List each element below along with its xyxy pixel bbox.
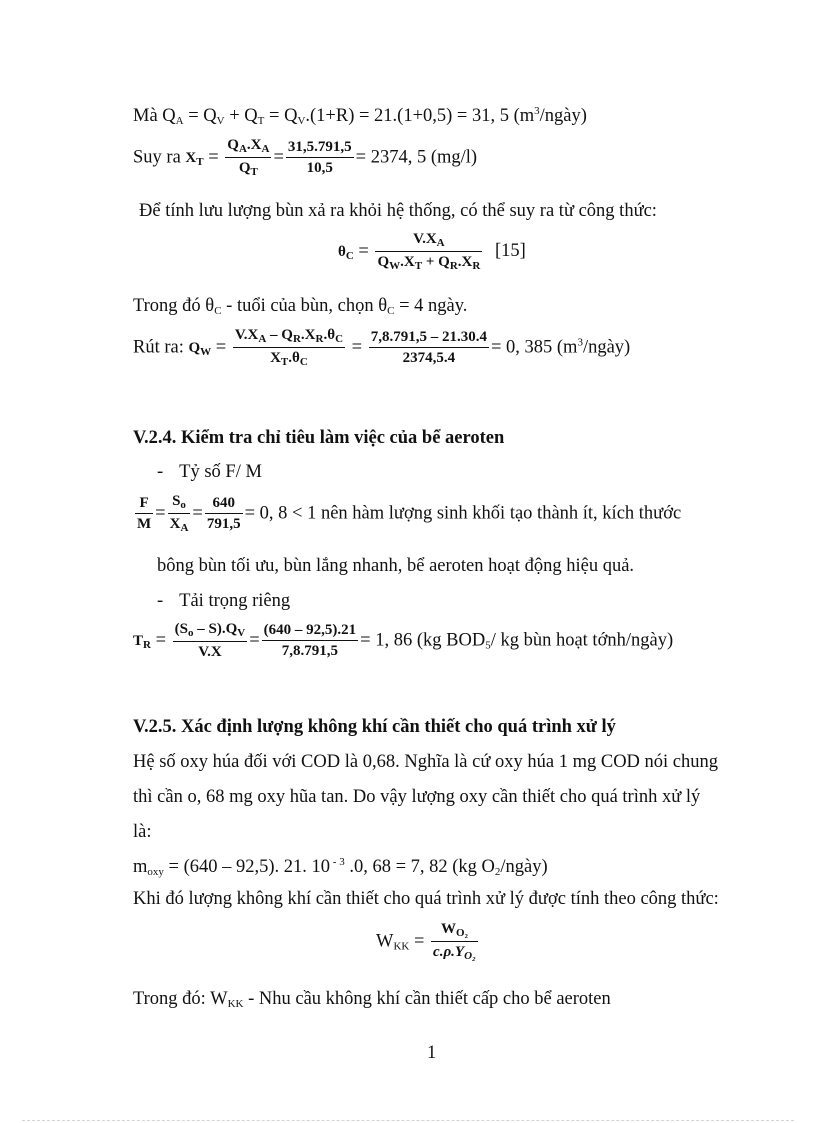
page-bottom-divider <box>22 1120 794 1121</box>
equation-fm: $\frac{F}{M}$ = $\frac{S_o}{X_A}$ = $\frac{640}{791,5}$ = 0, 8 < 1 nên hàm lượng sinh khối tạo thành ít, kích thước <box>137 493 682 534</box>
equation-moxy: $m_{oxy} = (640 - 92,5)$. 21. 10 $^{- 3}$ .0, 68 = 7, 82 (kg $O_2/ngày$) <box>133 856 548 878</box>
paragraph-line-2: thì cần o, 68 mg oxy hũa tan. Do vậy lượng oxy cần thiết cho quá trình xử lý <box>133 787 701 807</box>
equation-xt: Suy ra $X_T$ = $\frac{Q_A.X_A}{Q_T}$ = $\frac{31,5.791,5}{10,5}$ = 2374, 5 (mg/l) <box>133 137 478 178</box>
paragraph-line-1: Hệ số oxy húa đối với COD là 0,68. Nghĩa là cứ oxy húa 1 mg COD nói chung <box>133 752 719 772</box>
paragraph-air-intro: Khi đó lượng không khí cần thiết cho quá trình xử lý được tính theo công thức: <box>133 889 719 909</box>
bullet-load: - Tải trọng riêng <box>157 591 291 611</box>
section-heading-v24: V.2.4. Kiểm tra chỉ tiêu làm việc của bể aeroten <box>133 428 505 448</box>
intro-sludge-text: Để tính lưu lượng bùn xả ra khỏi hệ thống, có thể suy ra từ công thức: <box>139 201 657 221</box>
equation-wkk: $W_{KK}$ = $\frac{W_{O_2}}{c.\rho.Y_{O_2}}$ <box>376 921 476 962</box>
paragraph-line-3: là: <box>133 822 152 842</box>
equation-qa: Mà $Q_A = Q_V + Q_T = Q_V.(1+R) = 21.(1+0,5) = 31$, 5 $(m^3/ngày)$ <box>133 105 587 127</box>
bullet-fm: - Tỷ số F/ M <box>157 462 262 482</box>
theta-note: Trong đó $\theta_C$ - tuổi của bùn, chọn $\theta_C = 4$ ngày. <box>133 296 468 317</box>
final-line: Trong đó: $W_{KK}$ - Nhu cầu không khí cần thiết cấp cho bể aeroten <box>133 989 611 1010</box>
equation-theta: $\theta_C$ = $\frac{V.X_A}{Q_W.X_T + Q_R.X_R}$ [15] <box>338 231 526 272</box>
equation-tr: $T_R$ = $\frac{(S_o - S).Q_V}{V.X}$ = $\frac{(640 - 92,5).21}{7,8.791,5}$ = 1, 86 (kg $BOD_5/$ kg bùn hoạt tớnh/ngày) <box>133 621 674 660</box>
equation-qw: Rút ra: $Q_W$ = $\frac{V.X_A - Q_R.X_R.\theta_C}{X_T.\theta_C}$ = $\frac{7,8.791,5 - 21.30.4}{2374,5.4}$ = 0, 385 $(m^3/ngày)$ <box>133 327 631 368</box>
page-number: 1 <box>427 1043 437 1063</box>
fm-continuation: bông bùn tối ưu, bùn lắng nhanh, bể aeroten hoạt động hiệu quả. <box>157 556 635 576</box>
section-heading-v25: V.2.5. Xác định lượng không khí cần thiết cho quá trình xử lý <box>133 717 616 737</box>
